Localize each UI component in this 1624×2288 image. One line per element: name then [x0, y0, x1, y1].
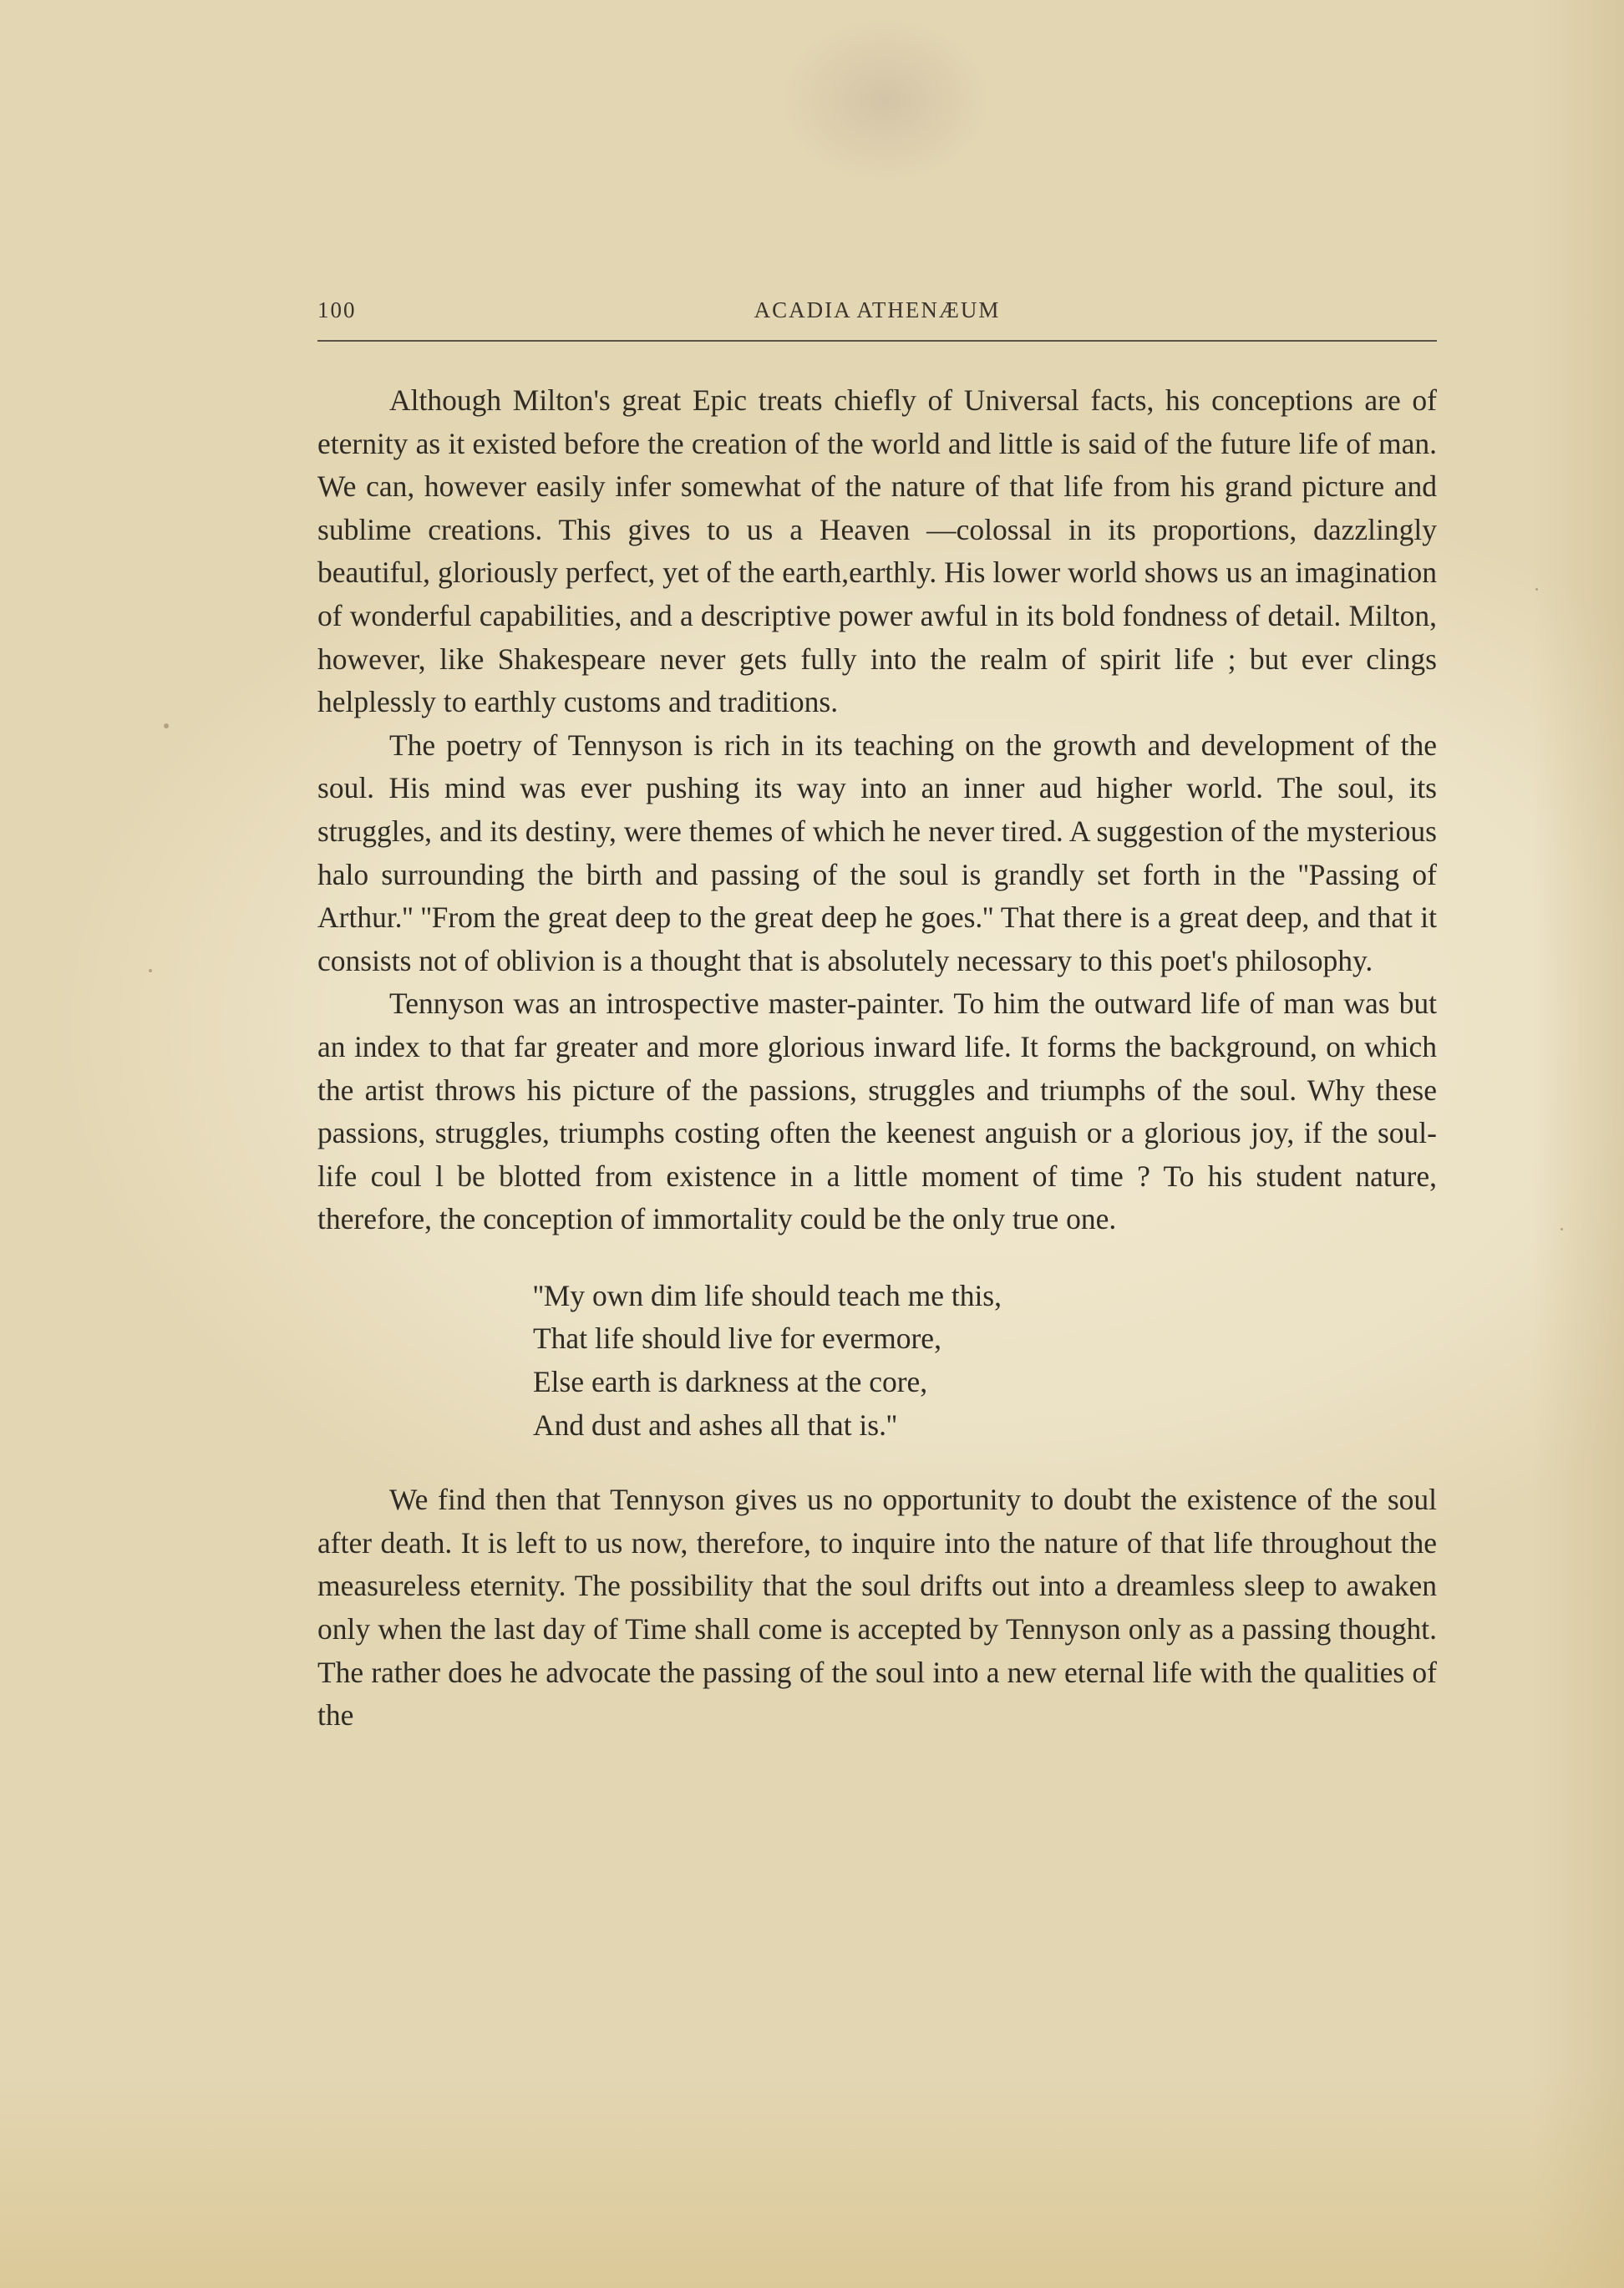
page-speck: [164, 723, 169, 728]
quoted-verse: [533, 1275, 1437, 1447]
paragraph-closing: We find then that Tennyson gives us no opportunity to doubt the existence of the soul after death. It is left to us now, therefore, to inquire into the nature of that life throughout the measureless eternity. The possibility that the soul drifts out into a dreamless sleep to awaken only when the last day of Time shall come is accepted by Tennyson only as a passing thought. The rather does he advocate the passing of the soul into a new eternal life with the qualities of the: [317, 1483, 1437, 1732]
verse-line: Else earth is darkness at the core,: [533, 1365, 928, 1399]
page-bottom-shading: [0, 2071, 1624, 2288]
verse-line: That life should live for evermore,: [533, 1322, 941, 1356]
article-body: [317, 379, 1437, 1738]
page-speck: [149, 969, 152, 972]
paragraph-tennyson-poetry: The poetry of Tennyson is rich in its teaching on the growth and development of the soul. His mind was ever pushing its way into an inner aud higher world. The soul, its struggles, and its destiny, were themes of which he never tired. A suggestion of the mysterious halo surrounding the birth and passing of the soul is grandly set forth in the ''Passing of Arthur.'' ''From the great deep to the great deep he goes.'' That there is a great deep, and that it consists not of oblivion is a thought that is absolutely necessary to this poet's philosophy.: [317, 728, 1437, 977]
page-speck: [1561, 1228, 1563, 1230]
page-number: 100: [317, 297, 357, 322]
page-header: [317, 297, 1437, 337]
page-edge-shading: [1532, 0, 1624, 2288]
running-title: ACADIA ATHENÆUM: [754, 297, 1001, 322]
verse-line: ''My own dim life should teach me this,: [533, 1278, 1002, 1312]
paragraph-tennyson-painter: Tennyson was an introspective master-painter. To him the outward life of man was but an index to that far greater and more glorious inward life. It forms the background, on which the artist throws his picture of the passions, struggles and triumphs of the soul. Why these passions, struggles, triumphs costing often the keenest anguish or a glorious joy, if the soul-life coul l be blotted from existence in a little moment of time ? To his student nature, therefore, the conception of immortality could be the only true one.: [317, 987, 1437, 1236]
verse-line: And dust and ashes all that is.'': [533, 1408, 897, 1442]
header-rule: [317, 340, 1437, 342]
page-speck: [1535, 588, 1538, 591]
paragraph-milton: Although Milton's great Epic treats chiefly of Universal facts, his conceptions are of eternity as it existed before the creation of the world and little is said of the future life of man. We can, however easily infer somewhat of the nature of that life from his grand picture and sublime creations. This gives to us a Heaven —colossal in its proportions, dazzlingly beautiful, gloriously perfect, yet of the earth,earthly. His lower world shows us an imagination of wonderful capabilities, and a descriptive power awful in its bold fondness of detail. Milton, however, like Shakespeare never gets fully into the realm of spirit life ; but ever clings helplessly to earthly customs and traditions.: [317, 383, 1437, 719]
